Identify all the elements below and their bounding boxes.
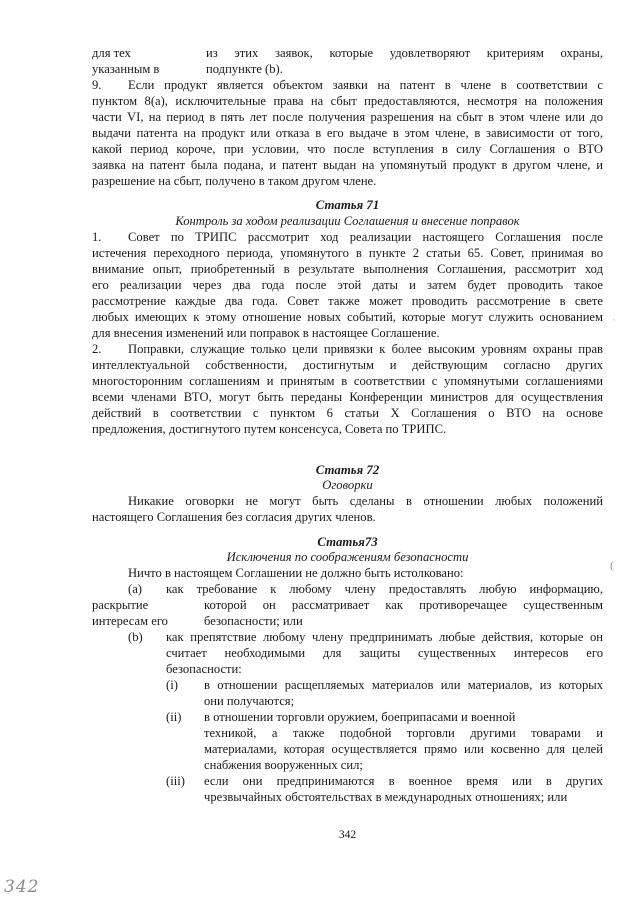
art71-p1-line: Совет по ТРИПС рассмотрит ход реализации настоящего Соглашения после (128, 230, 603, 244)
p9-line: заявка на патент была подана, и патент выдан на упомянутый продукт в другом члене, и (92, 158, 603, 172)
top-left-1: для тех (92, 46, 131, 60)
p9-line: разрешение на сбыт, получено в таком другом члене. (92, 174, 377, 188)
p9-line: какой период короче, при условии, что после вступления в силу Соглашения о ВТО (92, 142, 603, 156)
article-73-subtitle: Исключения по соображениям безопасности (226, 550, 469, 564)
p9-line: пунктом 8(а), исключительные права на сбыт предоставляются, несмотря на положения (92, 94, 603, 108)
art73-a-left: интересам его (92, 614, 168, 628)
art73-i-line: в отношении расщепляемых материалов или материалов, из которых (204, 678, 603, 692)
art71-p2-line: всеми членами ВТО, могут быть переданы Конференции министров для осуществления (92, 390, 603, 404)
art71-p2-line: Поправки, служащие только цели привязки к более высоким уровням охраны прав (128, 342, 603, 356)
art73-b-line: как препятствие любому члену предпринимать любые действия, которые он (166, 630, 603, 644)
art73-a-label: (а) (128, 582, 142, 596)
art73-intro: Ничто в настоящем Соглашении не должно быть истолковано: (128, 566, 464, 580)
scan-speck-mark: ( (610, 558, 614, 572)
art73-iii-line: чрезвычайных обстоятельствах в международных отношениях; или (204, 790, 568, 804)
art71-p2-line: предложения, достигнутого путем консенсуса, Совета по ТРИПС. (92, 422, 447, 436)
art73-iii-label: (iii) (166, 774, 185, 788)
art73-b-line: безопасности: (166, 662, 242, 676)
art71-p1-number: 1. (92, 230, 102, 244)
art73-a-line: как требование к любому члену предоставлять любую информацию, (166, 582, 603, 596)
art71-p1-line: для внесения изменений или поправок в настоящее Соглашение. (92, 326, 440, 340)
art71-p2-line: действий в соответствии с пунктом 6 статьи Х Соглашения о ВТО на основе (92, 406, 603, 420)
article-72-subtitle: Оговорки (322, 478, 373, 492)
art73-i-label: (i) (166, 678, 178, 692)
art73-a-line: безопасности; или (204, 614, 303, 628)
p9-number: 9. (92, 78, 102, 92)
art73-b-line: считает необходимыми для защиты существенных интересов его (166, 646, 603, 660)
article-73-title: Статья73 (317, 535, 378, 549)
art73-ii-line: материалами, которая осуществляется прямо или косвенно для целей (204, 742, 603, 756)
p9-line: Если продукт является объектом заявки на патент в члене в соответствии с (128, 78, 603, 92)
art71-p1-line: истечения переходного периода, упомянутого в пункте 2 статьи 65. Совет, принимая во (92, 246, 603, 260)
art71-p1-line: любых имеющих к этому отношение новых событий, которые могут служить основанием (92, 310, 603, 324)
art72-line: настоящего Соглашения без согласия других членов. (92, 510, 376, 524)
art73-ii-label: (ii) (166, 710, 182, 724)
page-number: 342 (338, 829, 357, 841)
top-right-2: подпункте (b). (206, 62, 283, 76)
p9-line: части VI, на период в пять лет после получения разрешения на сбыт в этом члене или до (92, 110, 603, 124)
article-71-title: Статья 71 (315, 198, 380, 212)
art72-line: Никакие оговорки не могут быть сделаны в отношении любых положений (128, 494, 603, 508)
top-right-1: из этих заявок, которые удовлетворяют критериям охраны, (206, 46, 603, 60)
art73-iii-line: если они предпринимаются в военное время или в других (204, 774, 603, 788)
art71-p2-number: 2. (92, 342, 102, 356)
scan-speck-mark: ˙ (612, 316, 616, 330)
art71-p2-line: интеллектуальной собственности, достигнутым и действующим согласно других (92, 358, 603, 372)
art71-p1-line: внимание опыт, приобретенный в результате выполнения Соглашения, рассмотрит ход (92, 262, 603, 276)
article-71-subtitle: Контроль за ходом реализации Соглашения и внесение поправок (175, 214, 520, 228)
art73-i-line: они получаются; (204, 694, 295, 708)
p9-line: выдачи патента на продукт или отказа в его выдаче в этом члене, в зависимости от того, (92, 126, 603, 140)
art73-ii-line: техникой, а также подобной торговли другими товарами и (204, 726, 603, 740)
art73-b-label: (b) (128, 630, 143, 644)
art73-a-left: раскрытие (92, 598, 149, 612)
art71-p2-line: многосторонним соглашениям и принятым в соответствии с упомянутыми соглашениями (92, 374, 603, 388)
art73-a-line: которой он рассматривает как противоречащее существенным (204, 598, 603, 612)
art71-p1-line: рассмотрение каждые два года. Совет также может проводить рассмотрение в свете (92, 294, 603, 308)
handwritten-page-mark: 342 (4, 877, 40, 897)
top-left-2: указанным в (92, 62, 160, 76)
art71-p1-line: его реализации через два года после этой даты и затем будет проводить такое (92, 278, 603, 292)
art73-ii-line: в отношении торговли оружием, боеприпасами и военной (204, 710, 516, 724)
article-72-title: Статья 72 (315, 463, 380, 477)
art73-ii-line: снабжения вооруженных сил; (204, 758, 363, 772)
